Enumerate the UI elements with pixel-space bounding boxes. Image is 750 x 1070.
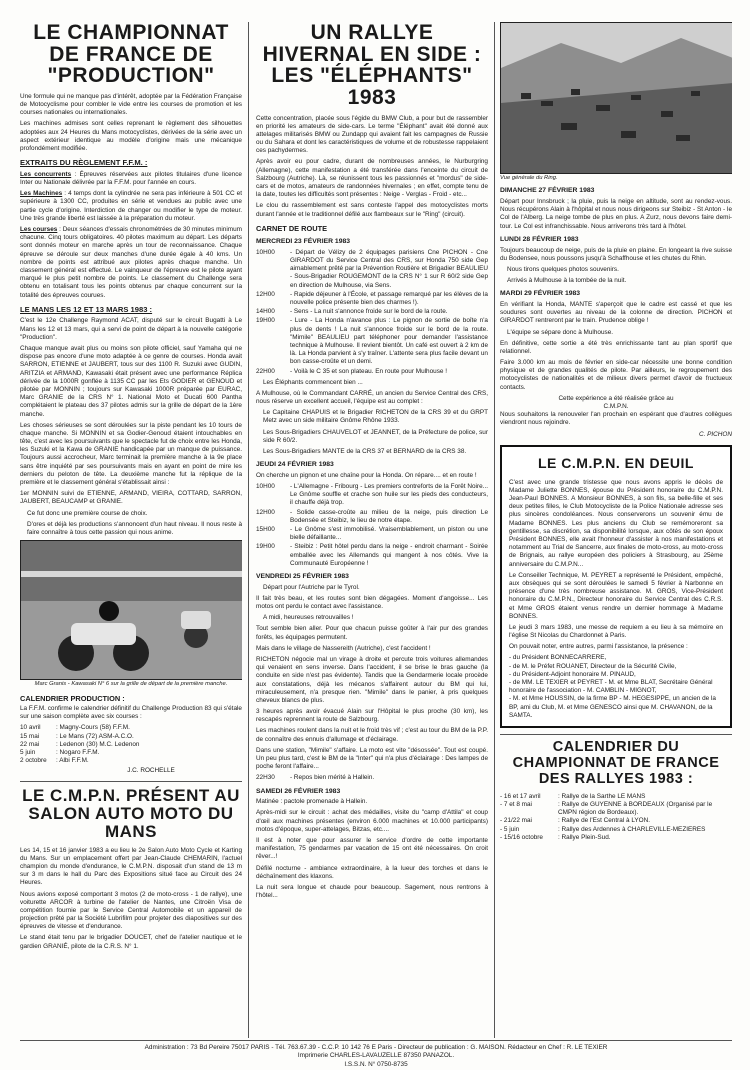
paragraph: A midi, heureuses retrouvailles ! <box>263 614 354 622</box>
paragraph: Les machines roulent dans la nuit et le froid très vif ; c'est au tour du BM de la P.P. de connaître des ennuis d'allumage et d'éclairage. <box>256 727 488 743</box>
paragraph: Nous tirons quelques photos souvenirs. <box>507 265 619 273</box>
signature: C. PICHON <box>698 430 732 438</box>
article-title-deuil: LE C.M.P.N. EN DEUIL <box>538 454 694 471</box>
motorcycle-photo-icon <box>21 541 242 679</box>
calendar-row: 10 avril : Magny-Cours (58) F.F.M. <box>20 724 130 732</box>
paragraph: C'est avec une grande tristesse que nous avons appris le décès de Madame Juliette BONNES, épouse du Président honoraire du C.M.P.N. Jean-Paul BONNES. A Monsieur BONNES, à son fils, sa belle-fille et ses deux petites filles, le Club Motocycliste de la Police Nationale adresse ses plus sincères condoléances. Nous conserverons un souvenir ému de Madame BONNES. Les plus anciens du Club se remémoreront sa gentillesse, sa discrétion, sa disponibilité lorsque, aux côtés de son époux Président BONNES, elle avait l'honneur d'assister à nos manifestations et notamment au Trial de Sancerre, aux finales de moto-cross, au moto-cross de Brignais, au rallye européen des policiers à Strasbourg, au 25ème anniversaire du C.M.P.N... <box>509 478 723 568</box>
paragraph: Cette expérience a été réalisée grâce au <box>558 394 674 402</box>
paragraph: On pouvait noter, entre autres, parmi l'assistance, la présence : <box>509 643 688 651</box>
list-item: - de M. le Préfet ROUANET, Directeur de la Sécurité Civile, <box>509 662 677 670</box>
calendar-row: - 15/16 octobre : Rallye Plein-Sud. <box>500 833 611 841</box>
paragraph: Cette concentration, placée sous l'égide du BMW Club, a pour but de rassembler en priorité les amateurs de side-cars. Le terme "Éléphant" avait été donné aux attelages militarisés BMW ou Zundapp qui avaient fait les campagnes de Russie ou du Sahara et dont les caractéristiques de volume et de robustesse rappelaient ces pachydermes. <box>256 114 488 155</box>
section-heading-reglement: EXTRAITS DU RÈGLEMENT F.F.M. : <box>20 158 148 168</box>
paragraph: Dans une station, "Mimile" s'affaire. La moto est vite "désossée". Tout est coupé. Un peu plus tard, c'est le BM de la "Inter" qui n'a plus d'éclairage : Des lampes de poche feront l'affaire... <box>256 746 488 771</box>
paragraph: Mais dans le village de Nassereith (Autriche), c'est l'accident ! <box>256 644 431 652</box>
paragraph: Les Sous-Brigadiers MANTE de la CRS 37 et BERNARD de la CRS 38. <box>263 448 467 456</box>
paragraph: Tout semble bien aller. Pour que chacun puisse goûter à l'air pur des grandes forêts, les équipages permutent. <box>256 625 488 641</box>
deuil-box <box>500 445 732 728</box>
paragraph: D'ores et déjà les productions s'annoncent d'un haut niveau. Il nous reste à faire connaître à tous cette passion qui nous anime. <box>27 520 242 536</box>
paragraph: Ce fut donc une première course de choix. <box>27 509 148 517</box>
paragraph: Après avoir eu pour cadre, durant de nombreuses années, le Nurburgring (Allemagne), cette manifestation a été transférée dans l'enceinte du circuit de Salzbourg (Autriche). Là, se réunissent tous les passionnés et "mordus" de side-cars et de motos, amateurs de randonnées hivernales ; en effet, compte tenu de la date, toutes les difficultés sont présentes : Neige - Verglas - Froid - etc... <box>256 158 488 199</box>
paragraph: Départ pour l'Autriche par le Tyrol. <box>263 583 360 591</box>
paragraph: Il est à noter que pour assurer le service d'ordre de cette importante manifestation, 75 gendarmes par vacation de 15 ont été nécessaires. On croit rêver...! <box>256 837 488 861</box>
article-title-salon: LE C.M.P.N. PRÉSENT AU SALON AUTO MOTO DU MANS <box>22 785 240 842</box>
paragraph: 3 heures après avoir évacué Alain sur l'Hôpital le plus proche (30 km), les rescapés reprennent la route de Salzbourg. <box>256 708 488 724</box>
paragraph: Chaque manque avait plus ou moins son pilote officiel, sauf Yamaha qui ne dispose pas encore d'une moto adaptée à ce genre de courses. Honda avait SARRON, ETIENNE et JAUBERT, tous sur des 1100 R. Suzuki avec GUDIN, ARITZIA et ARMAND, Kawasaki était présent avec une performance Réplica dérivée de la 1000R gonflée à 1135 CC par les Ets GODIER et GENOUD et pilotée par MONNIN ; toujours sur Kawasaki 1000R préparée par EURAC, Marc GRANIE de la CRS N° 1. National Moto et Ducati 600 Pantha complétaient le plateau des 37 pilotes admis sur la grille de départ de la 1ère manche. <box>20 345 242 418</box>
paragraph: Nous souhaitons la renouveler l'an prochain en espérant que d'autres collègues viendront nous rejoindre. <box>500 411 732 427</box>
calendar-row: 5 juin : Nogaro F.F.M. <box>20 748 100 756</box>
paragraph: C.M.P.N. <box>603 403 629 411</box>
paragraph: Toujours beaucoup de neige, puis de la pluie en plaine. En longeant la rive suisse du Bodensee, nous poussons jusqu'à Schaffhouse et les chutes du Rhin. <box>500 246 732 262</box>
paragraph: La F.F.M. confirme le calendrier définitif du Challenge Production 83 qui s'étale sur une saison complète avec six courses : <box>20 705 242 721</box>
paragraph: A Mulhouse, où le Commandant CARRÉ, un ancien du Service Central des CRS, nous réserve un excellent accueil, l'équipe est au complet : <box>256 389 488 406</box>
paragraph: Les Sous-Brigadiers CHAUVELOT et JEANNET, de la Préfecture de police, sur side R 60/2. <box>263 428 488 444</box>
page-footer <box>20 1040 732 1069</box>
day-heading: VENDREDI 25 FÉVRIER 1983 <box>256 572 349 580</box>
article-title-rallye: UN RALLYE HIVERNAL EN SIDE : LES "ÉLÉPHANTS" 1983 <box>262 22 482 109</box>
article-title-rallyes: CALENDRIER DU CHAMPIONNAT DE FRANCE DES RALLYES 1983 : <box>512 738 720 787</box>
paragraph: RICHETON négocie mal un virage à droite et percute trois voitures allemandes qui venaient en sens inverse. Dans l'accident, il se brise le bras gauche (la conduite en side n'est pas évidente). Tandis que la Gendarmerie locale procède aux constatations, déjà les mécanos s'affairent autour du BM qui lui, miraculeusement, n'a presque rien. "Mimile" dans le panier, à pris quelques cheveux blancs de plus. <box>256 655 488 704</box>
paragraph: Les Éléphants commencent bien ... <box>263 378 363 386</box>
paragraph: Départ pour Innsbruck ; la pluie, puis la neige en altitude, sont au rendez-vous. Nous récupérons Alain à l'hôpital et nous nous dirigeons sur Steibiz - St Anton - le Col de l'Alberg. La neige tombe de plus en plus. A Zurz, nous devons faire demi-tour. Le Col est infranchissable. Nous arriverons très tard à l'hôtel. <box>500 198 732 230</box>
paragraph: L'équipe se sépare donc à Mulhouse. <box>507 328 614 336</box>
column-middle <box>256 22 488 1044</box>
calendar-row: - 21/22 mai : Rallye de l'Est Central à LYON. <box>500 817 651 825</box>
photo-caption: Marc Granis - Kawasaki N° 6 sur la grille de départ de la première manche. <box>34 681 228 688</box>
footer-line: Administration : 73 Bd Pereire 75017 PARIS - Tél. 763.67.39 - C.C.P. 10 142 76 E Paris - Directeur de publication : G. MAISON. Rédacteur en Chef : R. LE TEXIER <box>144 1044 608 1051</box>
day-heading: MERCREDI 23 FÉVRIER 1983 <box>256 238 351 246</box>
calendar-row: - 7 et 8 mai : Rallye de GUYENNE à BORDEAUX (Organisé par le CMPN région de Bordeaux). <box>500 800 713 817</box>
timeline-row: 19H00 - Lure - La Honda n'avance plus : Le pignon de sortie de boîte n'a plus de dents ! La nuit s'annonce froide sur le bord de la route. "Mimile" BEAULIEU part téléphoner pour demander l'assistance technique à Mulhouse. Il revient bientôt. Un café est ouvert à 2 km de là. La Honda parvient à s'y traîner. L'attente sera plus facile devant un bon casse-croûte et un demi. <box>256 317 488 366</box>
landscape-photo-icon <box>501 23 732 173</box>
photo-ring-overview <box>500 22 732 174</box>
calendar-row: 22 mai : Ledenon (30) M.C. Ledenon <box>20 740 140 748</box>
paragraph: En vérifiant la Honda, MANTE s'aperçoit que le cadre est cassé et que les soudures sont ouvertes au niveau de la colonne de direction. PICHON et GIRARDOT rentreront par le train. Prudence oblige ! <box>500 300 732 325</box>
timeline-row: 12H00 - Rapide déjeuner à l'École, et passage remarqué par les élèves de la nouvelle police présente bien des charmes !). <box>256 290 488 307</box>
day-heading: LUNDI 28 FÉVRIER 1983 <box>500 235 579 243</box>
footer-line: Imprimerie CHARLES-LAVAUZELLE 87350 PANAZOL. <box>297 1052 455 1060</box>
timeline-row: 10H00 - Départ de Vélizy de 2 équipages parisiens Cne PICHON - Cne GIRARDOT du Service Central des CRS, sur Honda 750 side Gep aimablement prêté par la Prévention Routière et Brigadier BEAULIEU - Sous-Brigadier ROUGEMONT de la CRS N° 1 sur R 60/2 side Gep en direction de Mulhouse, via Sens. <box>256 248 488 289</box>
paragraph: La nuit sera longue et chaude pour beaucoup. Sagement, nous rentrons à l'hôtel... <box>256 883 488 900</box>
list-item: - du Président-Adjoint honoraire M. PINAUD, <box>509 670 636 678</box>
footer-line: I.S.S.N. N° 0750-8735 <box>344 1060 408 1068</box>
paragraph: Après-midi sur le circuit : achat des médailles, visite du "camp d'Attila" et coup d'œil aux machines présentes (environ 6.000 machines et 10.000 participants) motos d'époque, super-attelages, Bitzas, etc.... <box>256 809 488 833</box>
column-left <box>20 22 242 1044</box>
day-heading: SAMEDI 26 FÉVRIER 1983 <box>256 787 341 795</box>
section-heading-calendrier: CALENDRIER PRODUCTION : <box>20 693 125 703</box>
timeline-row: 22H00 - Voilà le C 35 et son plateau. En route pour Mulhouse ! <box>256 367 448 375</box>
timeline-row: 14H00 - Sens - La nuit s'annonce froide sur le bord de la route. <box>256 308 448 316</box>
paragraph: C'est le 12e Challenge Raymond ACAT, disputé sur le circuit Bugatti à Le Mans les 12 et 13 mars, qui a servi de point de départ à la nouvelle catégorie "Production". <box>20 317 242 341</box>
calendar-row: 15 mai : Le Mans (72) ASM-A.C.O. <box>20 732 134 740</box>
day-heading: JEUDI 24 FÉVRIER 1983 <box>256 461 334 469</box>
paragraph: Le jeudi 3 mars 1983, une messe de requiem a eu lieu à sa mémoire en l'église St Nicolas du Chardonnet à Paris. <box>509 623 723 640</box>
paragraph: Matinée : pactole promenade à Hallein. <box>256 798 368 806</box>
paragraph: Arrivés à Mulhouse à la tombée de la nuit. <box>507 277 627 285</box>
paragraph: En définitive, cette sortie a été très enrichissante tant au plan sportif que relationnel. <box>500 339 732 355</box>
column-right <box>500 22 732 1044</box>
paragraph: Les machines admises sont celles reprenant le règlement des silhouettes adoptées aux 24 Heures du Mans motocyclistes, dérivées de la série avec un aspect extérieur identique au modèle d'origine mais une mécanique profondément modifiée. <box>20 120 242 152</box>
timeline-row: 15H00 - Le Gnôme s'est immobilisé. Vraisemblablement, un piston ou une bielle défaillante... <box>256 526 488 542</box>
timeline-row: 12H00 - Solide casse-croûte au milieu de la neige, puis direction Le Bodensée et Steibiz, le lieu de notre étape. <box>256 508 488 524</box>
timeline-row: 10H00 - L'Allemagne - Fribourg - Les premiers contreforts de la Forêt Noire... Le Gnôme souffle et crache son huile sur les pieds des conducteurs, il chauffe déjà trop. <box>256 483 488 507</box>
paragraph: Le stand était tenu par le brigadier DOUCET, chef de l'atelier nautique et le gardien GRANIÉ, pilote de la C.R.S. N° 1. <box>20 934 242 950</box>
paragraph: Le Capitaine CHAPUIS et le Brigadier RICHETON de la CRS 39 et du GRPT Metz avec un side militaire Gnôme Rhône 1933. <box>263 409 488 425</box>
column-divider <box>494 22 495 1038</box>
list-item: - de MM. LE TEXIER et PEYRET - M. et Mme BLAT, Secrétaire Général honoraire de l'association - M. CAMBLIN - MIGNOT, <box>509 679 713 695</box>
paragraph: Défilé nocturne - ambiance extraordinaire, à la lueur des torches et dans le déchaînement des klaxons. <box>256 864 488 880</box>
paragraph: Nous avions exposé comportant 3 motos (2 de moto-cross - 1 de rallye), une voiturette ARCOR à turbine de l'atelier de Nantes, une Citroën Visa de compétition fournie par le Service Central Automobile et un appareil de projection prêté par la Société Lubrifilm pour projeter des diapositives sur des épreuves de vitesse et d'endurance. <box>20 890 242 931</box>
calendar-row: 2 octobre : Albi F.F.M. <box>20 757 89 765</box>
paragraph: Faire 3.000 km au mois de février en side-car nécessite une bonne condition physique et de grandes qualités de pilote. Par ailleurs, le regroupement des motocyclistes de nationalités et de milieux divers permet d'avoir de fructueux contacts. <box>500 359 732 391</box>
timeline-row: 22H30 - Repos bien mérité à Hallein. <box>256 774 375 782</box>
timeline-row: 19H00 - Steibiz : Petit hôtel perdu dans la neige - endroit charmant - Soirée emballée avec les Allemands qui mangent à nos côtés. Vive la Communauté Européenne ! <box>256 543 488 567</box>
photo-race-grid <box>20 540 242 680</box>
photo-caption: Vue générale du Ring. <box>500 175 558 181</box>
list-item: - M. et Mme HOUSSIN, de la firme BP - M. HEGESIPPE, un ancien de la BP, ami du Club, M. et Mme GENESCO ainsi que M. CHAVANON, de la SAMTA. <box>509 695 716 719</box>
paragraph: On cherche un pignon et une chaîne pour la Honda. On répare.... et en route ! <box>256 471 477 479</box>
day-heading: DIMANCHE 27 FÉVRIER 1983 <box>500 187 595 195</box>
rule-paragraph: Les Machines : 4 temps dont la cylindrée ne sera pas inférieure à 501 CC et supérieure à 1300 CC, produites en série et vendues au public avec une partie cycle d'origine. Interdiction de changer ou modifier le type de moteur. Une très grande liberté est laissée à la préparation du moteur. <box>20 190 242 222</box>
calendar-row: - 5 juin : Rallye des Ardennes à CHARLEVILLE-MEZIERES <box>500 825 706 833</box>
calendar-row: - 16 et 17 avril : Rallye de la Sarthe LE MANS <box>500 792 646 800</box>
paragraph: Il fait très beau, et les routes sont bien dégagées. Moment d'angoisse... Les motos ont perdu le contact avec l'assistance. <box>256 594 488 611</box>
article-title-championnat: LE CHAMPIONNAT DE FRANCE DE "PRODUCTION" <box>33 22 229 88</box>
list-item: - du Président BONNECARRERE, <box>509 654 607 662</box>
section-heading-carnet: CARNET DE ROUTE <box>256 223 328 233</box>
paragraph: Une formule qui ne manque pas d'intérêt, adoptée par la Fédération Française de Motocyclisme pour combler le vide entre les courses de promotion et les courses nationales ou internationales. <box>20 92 242 117</box>
section-heading-le-mans: LE MANS LES 12 ET 13 MARS 1983 : <box>20 304 153 314</box>
paragraph: 1er MONNIN suivi de ETIENNE, ARMAND, VIEIRA, COTTARD, SARRON, JAUBERT, BEAUCAMP et GRANIE. <box>20 490 242 506</box>
day-heading: MARDI 29 FÉVRIER 1983 <box>500 290 581 298</box>
rule-paragraph: Les courses : Deux séances d'essais chronométrées de 30 minutes minimum chacune. Cinq tours obligatoires. 40 pilotes maximum au départ. Les départs sont donnés moteur en marche après un tour de reconnaissance. Chaque épreuve se déroule sur deux manches d'une durée égale à 40 kms. Un nombre de points est attribué aux pilotes après chaque manche. Un classement général est effectué. Le vainqueur de l'épreuve est le pilote ayant marqué le plus petit nombre de points. Le classement du Challenge sera obtenu en totalisant tous les points obtenus par chaque concurrent sur la totalité des épreuves courues. <box>20 226 242 299</box>
paragraph: Les 14, 15 et 16 janvier 1983 a eu lieu le 2e Salon Auto Moto Cycle et Karting du Mans. Sur un emplacement offert par Jean-Claude CHEMARIN, l'actuel champion du monde d'endurance, le C.M.P.N. disposait d'un stand de 13 m sur 3 m dans le hall du Parc des Expositions situé face au Circuit des 24 Heures. <box>20 846 242 887</box>
paragraph: Le clou du rassemblement est sans conteste l'appel des motocyclistes morts durant l'année et le traditionnel défilé aux flambeaux sur le "Ring" (circuit). <box>256 202 488 218</box>
rule-paragraph: Les concurrents : Épreuves réservées aux pilotes titulaires d'une licence Inter ou Nationale délivrée par la F.F.M. pour l'année en cours. <box>20 170 242 187</box>
signature: J.C. ROCHELLE <box>127 767 175 775</box>
column-divider <box>248 22 249 1038</box>
paragraph: Le Conseiller Technique, M. PEYRET a représenté le Président, empêché, aux obsèques qui se sont déroulées le samedi 5 février à Narbonne en présence d'une très nombreuse assistance. M. GROS, Vice-Président honoraire du C.M.P.N., Directeur honoraire du Service Central des C.R.S. et Mme GROS étaient venus rendre un dernier hommage à Madame BONNES. <box>509 571 723 620</box>
paragraph: Les choses sérieuses se sont déroulées sur la piste pendant les 10 tours de chaque manche. Si MONNIN et sa Godier-Genoud étaient intouchables en tête, c'est avec les poursuivants que le spectacle fut de choix entre les Honda, les Suzuki et la Kawa de GRANIE handicapée par un manque de puissance. Toujours aussi accrocheur, Marc terminait la première manche à la 9e place sans être inquiété par ses poursuivants mais en ayant en point de mire les derniers du peloton de tête. La deuxième manche fut la réplique de la première et le classement général s'établissait ainsi : <box>20 421 242 486</box>
